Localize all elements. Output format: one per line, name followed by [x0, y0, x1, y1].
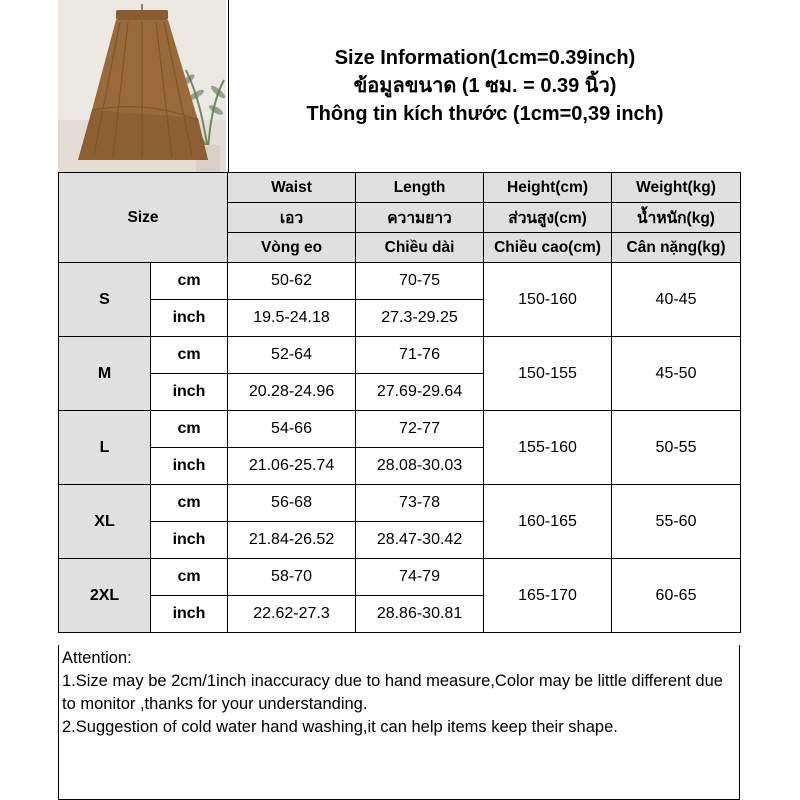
- cell-length-cm: 74-79: [356, 559, 484, 596]
- cell-waist-cm: 58-70: [228, 559, 356, 596]
- unit-cm: cm: [151, 485, 228, 522]
- size-label-s: S: [59, 263, 151, 337]
- chart-header: [58, 0, 740, 173]
- col-header-height: Height(cm): [484, 173, 612, 203]
- unit-cm: cm: [151, 559, 228, 596]
- attention-notes: [58, 645, 740, 800]
- cell-length-inch: 28.47-30.42: [356, 522, 484, 559]
- cell-length-cm: 72-77: [356, 411, 484, 448]
- col-header-waist-th: เอว: [228, 203, 356, 233]
- col-header-weight-th: น้ำหนัก(kg): [612, 203, 741, 233]
- title-vietnamese: Thông tin kích thước (1cm=0,39 inch): [306, 103, 664, 125]
- col-header-weight-vi: Cân nặng(kg): [612, 233, 741, 263]
- title-english: Size Information(1cm=0.39inch): [334, 47, 636, 69]
- cell-height: 150-160: [484, 263, 612, 337]
- cell-weight: 40-45: [612, 263, 741, 337]
- cell-waist-inch: 22.62-27.3: [228, 596, 356, 633]
- cell-waist-cm: 56-68: [228, 485, 356, 522]
- title-thai: ข้อมูลขนาด (1 ซม. = 0.39 นิ้ว): [353, 75, 617, 97]
- cell-weight: 55-60: [612, 485, 741, 559]
- cell-length-cm: 71-76: [356, 337, 484, 374]
- product-photo: [58, 0, 226, 172]
- cell-length-inch: 27.69-29.64: [356, 374, 484, 411]
- cell-length-inch: 27.3-29.25: [356, 300, 484, 337]
- cell-weight: 50-55: [612, 411, 741, 485]
- col-header-length-th: ความยาว: [356, 203, 484, 233]
- cell-height: 155-160: [484, 411, 612, 485]
- size-table: [58, 172, 741, 633]
- table-row: [59, 485, 741, 522]
- cell-length-inch: 28.08-30.03: [356, 448, 484, 485]
- table-row: [59, 337, 741, 374]
- col-header-weight: Weight(kg): [612, 173, 741, 203]
- table-row: [59, 411, 741, 448]
- cell-waist-inch: 19.5-24.18: [228, 300, 356, 337]
- size-label-m: M: [59, 337, 151, 411]
- cell-height: 165-170: [484, 559, 612, 633]
- unit-inch: inch: [151, 448, 228, 485]
- size-label-l: L: [59, 411, 151, 485]
- size-label-2xl: 2XL: [59, 559, 151, 633]
- col-header-length-vi: Chiều dài: [356, 233, 484, 263]
- unit-inch: inch: [151, 596, 228, 633]
- unit-cm: cm: [151, 337, 228, 374]
- unit-inch: inch: [151, 374, 228, 411]
- cell-waist-inch: 20.28-24.96: [228, 374, 356, 411]
- col-header-length: Length: [356, 173, 484, 203]
- notes-line-1: 1.Size may be 2cm/1inch inaccuracy due to hand measure,Color may be little different due to monitor ,thanks for your understanding.: [62, 672, 723, 713]
- col-header-waist-vi: Vòng eo: [228, 233, 356, 263]
- cell-waist-cm: 50-62: [228, 263, 356, 300]
- size-column-header: Size: [59, 173, 228, 263]
- cell-length-cm: 73-78: [356, 485, 484, 522]
- cell-waist-inch: 21.06-25.74: [228, 448, 356, 485]
- size-chart: [58, 0, 740, 800]
- unit-inch: inch: [151, 522, 228, 559]
- cell-length-inch: 28.86-30.81: [356, 596, 484, 633]
- notes-heading: Attention:: [62, 649, 132, 667]
- col-header-height-vi: Chiều cao(cm): [484, 233, 612, 263]
- unit-cm: cm: [151, 263, 228, 300]
- cell-weight: 45-50: [612, 337, 741, 411]
- col-header-height-th: ส่วนสูง(cm): [484, 203, 612, 233]
- cell-height: 160-165: [484, 485, 612, 559]
- cell-waist-cm: 52-64: [228, 337, 356, 374]
- title-block: [228, 0, 741, 172]
- unit-cm: cm: [151, 411, 228, 448]
- unit-inch: inch: [151, 300, 228, 337]
- table-row: [59, 263, 741, 300]
- table-row: [59, 559, 741, 596]
- header-row-english: [59, 173, 741, 203]
- size-label-xl: XL: [59, 485, 151, 559]
- skirt-image: [58, 0, 226, 172]
- cell-waist-cm: 54-66: [228, 411, 356, 448]
- cell-waist-inch: 21.84-26.52: [228, 522, 356, 559]
- col-header-waist: Waist: [228, 173, 356, 203]
- cell-weight: 60-65: [612, 559, 741, 633]
- cell-height: 150-155: [484, 337, 612, 411]
- cell-length-cm: 70-75: [356, 263, 484, 300]
- notes-line-2: 2.Suggestion of cold water hand washing,it can help items keep their shape.: [62, 718, 618, 736]
